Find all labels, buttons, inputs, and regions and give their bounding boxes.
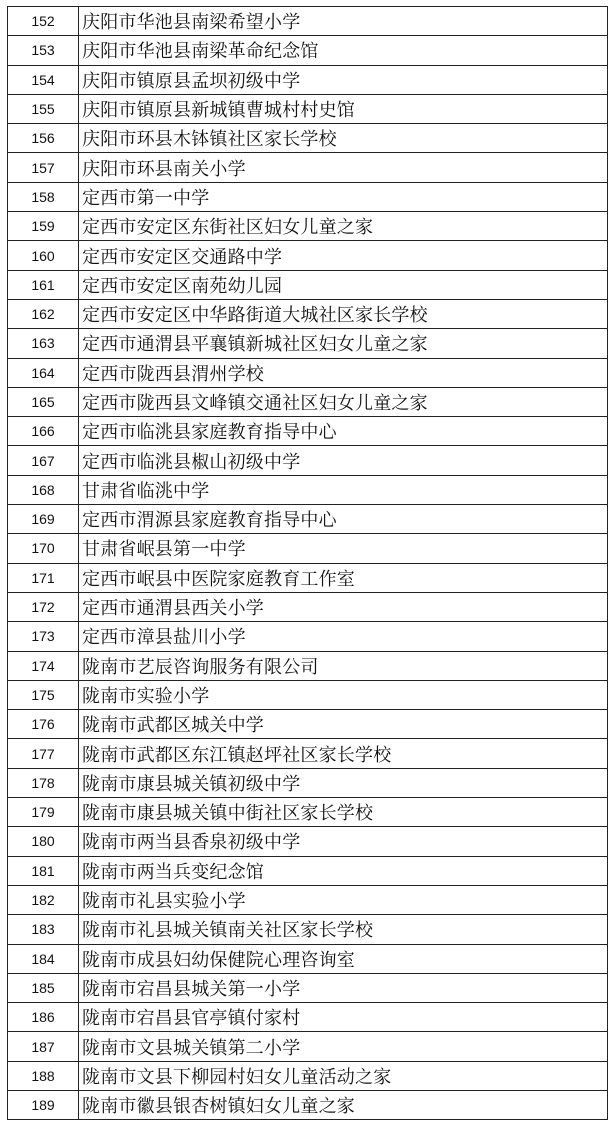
institution-name: 定西市第一中学: [79, 182, 608, 211]
row-number: 175: [8, 680, 79, 709]
institution-name: 庆阳市镇原县孟坝初级中学: [79, 65, 608, 94]
row-number: 170: [8, 534, 79, 563]
institution-name: 定西市安定区东街社区妇女儿童之家: [79, 212, 608, 241]
institution-name: 定西市临洮县椒山初级中学: [79, 446, 608, 475]
row-number: 177: [8, 739, 79, 768]
table-row: [8, 973, 608, 1002]
row-number: 169: [8, 505, 79, 534]
table-row: [8, 827, 608, 856]
institution-name: 定西市渭源县家庭教育指导中心: [79, 505, 608, 534]
row-number: 157: [8, 153, 79, 182]
table-row: [8, 856, 608, 885]
institution-name: 陇南市康县城关镇中街社区家长学校: [79, 798, 608, 827]
institution-name: 陇南市两当县香泉初级中学: [79, 827, 608, 856]
institution-name: 甘肃省临洮中学: [79, 475, 608, 504]
institution-name: 陇南市礼县城关镇南关社区家长学校: [79, 915, 608, 944]
table-row: [8, 65, 608, 94]
table-row: [8, 329, 608, 358]
row-number: 174: [8, 651, 79, 680]
institution-name: 定西市安定区中华路街道大城社区家长学校: [79, 299, 608, 328]
row-number: 189: [8, 1090, 79, 1119]
institution-name: 陇南市文县城关镇第二小学: [79, 1032, 608, 1061]
row-number: 152: [8, 7, 79, 36]
row-number: 182: [8, 885, 79, 914]
row-number: 155: [8, 94, 79, 123]
row-number: 188: [8, 1061, 79, 1090]
table-row: [8, 241, 608, 270]
row-number: 154: [8, 65, 79, 94]
table-row: [8, 270, 608, 299]
table-row: [8, 1003, 608, 1032]
table-row: [8, 944, 608, 973]
row-number: 178: [8, 768, 79, 797]
row-number: 184: [8, 944, 79, 973]
row-number: 167: [8, 446, 79, 475]
row-number: 187: [8, 1032, 79, 1061]
row-number: 153: [8, 36, 79, 65]
row-number: 159: [8, 212, 79, 241]
institution-name: 定西市通渭县平襄镇新城社区妇女儿童之家: [79, 329, 608, 358]
institution-name: 陇南市艺辰咨询服务有限公司: [79, 651, 608, 680]
institution-name: 定西市岷县中医院家庭教育工作室: [79, 563, 608, 592]
row-number: 160: [8, 241, 79, 270]
row-number: 165: [8, 387, 79, 416]
table-row: [8, 505, 608, 534]
institution-name: 陇南市康县城关镇初级中学: [79, 768, 608, 797]
institution-list-table: [7, 6, 608, 1120]
table-row: [8, 94, 608, 123]
table-row: [8, 885, 608, 914]
row-number: 176: [8, 710, 79, 739]
row-number: 163: [8, 329, 79, 358]
row-number: 183: [8, 915, 79, 944]
institution-name: 定西市安定区交通路中学: [79, 241, 608, 270]
institution-name: 陇南市宕昌县城关第一小学: [79, 973, 608, 1002]
institution-name: 陇南市武都区城关中学: [79, 710, 608, 739]
institution-name: 陇南市实验小学: [79, 680, 608, 709]
table-row: [8, 153, 608, 182]
row-number: 166: [8, 417, 79, 446]
row-number: 164: [8, 358, 79, 387]
institution-name: 定西市安定区南苑幼儿园: [79, 270, 608, 299]
row-number: 158: [8, 182, 79, 211]
table-row: [8, 798, 608, 827]
table-row: [8, 534, 608, 563]
row-number: 173: [8, 622, 79, 651]
institution-name: 定西市陇西县渭州学校: [79, 358, 608, 387]
row-number: 172: [8, 592, 79, 621]
table-row: [8, 915, 608, 944]
table-row: [8, 1090, 608, 1119]
table-row: [8, 387, 608, 416]
table-row: [8, 36, 608, 65]
row-number: 171: [8, 563, 79, 592]
table-row: [8, 475, 608, 504]
row-number: 156: [8, 124, 79, 153]
table-row: [8, 358, 608, 387]
table-row: [8, 7, 608, 36]
institution-name: 定西市陇西县文峰镇交通社区妇女儿童之家: [79, 387, 608, 416]
row-number: 179: [8, 798, 79, 827]
institution-name: 陇南市宕昌县官亭镇付家村: [79, 1003, 608, 1032]
table-row: [8, 651, 608, 680]
table-row: [8, 563, 608, 592]
table-row: [8, 1032, 608, 1061]
table-row: [8, 622, 608, 651]
table-row: [8, 768, 608, 797]
institution-name: 陇南市两当兵变纪念馆: [79, 856, 608, 885]
row-number: 185: [8, 973, 79, 1002]
institution-name: 陇南市徽县银杏树镇妇女儿童之家: [79, 1090, 608, 1119]
institution-name: 庆阳市华池县南梁希望小学: [79, 7, 608, 36]
table-row: [8, 182, 608, 211]
row-number: 168: [8, 475, 79, 504]
institution-name: 陇南市礼县实验小学: [79, 885, 608, 914]
institution-name: 甘肃省岷县第一中学: [79, 534, 608, 563]
table-row: [8, 739, 608, 768]
institution-name: 庆阳市镇原县新城镇曹城村村史馆: [79, 94, 608, 123]
institution-name: 庆阳市华池县南梁革命纪念馆: [79, 36, 608, 65]
row-number: 180: [8, 827, 79, 856]
institution-name: 庆阳市环县南关小学: [79, 153, 608, 182]
table-row: [8, 680, 608, 709]
table-row: [8, 710, 608, 739]
institution-name: 庆阳市环县木钵镇社区家长学校: [79, 124, 608, 153]
row-number: 181: [8, 856, 79, 885]
row-number: 186: [8, 1003, 79, 1032]
row-number: 162: [8, 299, 79, 328]
institution-name: 定西市通渭县西关小学: [79, 592, 608, 621]
institution-name: 定西市临洮县家庭教育指导中心: [79, 417, 608, 446]
row-number: 161: [8, 270, 79, 299]
institution-name: 陇南市成县妇幼保健院心理咨询室: [79, 944, 608, 973]
table-row: [8, 1061, 608, 1090]
institution-name: 定西市漳县盐川小学: [79, 622, 608, 651]
table-row: [8, 124, 608, 153]
table-row: [8, 299, 608, 328]
institution-name: 陇南市武都区东江镇赵坪社区家长学校: [79, 739, 608, 768]
institution-name: 陇南市文县下柳园村妇女儿童活动之家: [79, 1061, 608, 1090]
table-row: [8, 592, 608, 621]
table-row: [8, 212, 608, 241]
table-body: [8, 7, 608, 1120]
table-row: [8, 446, 608, 475]
table-row: [8, 417, 608, 446]
